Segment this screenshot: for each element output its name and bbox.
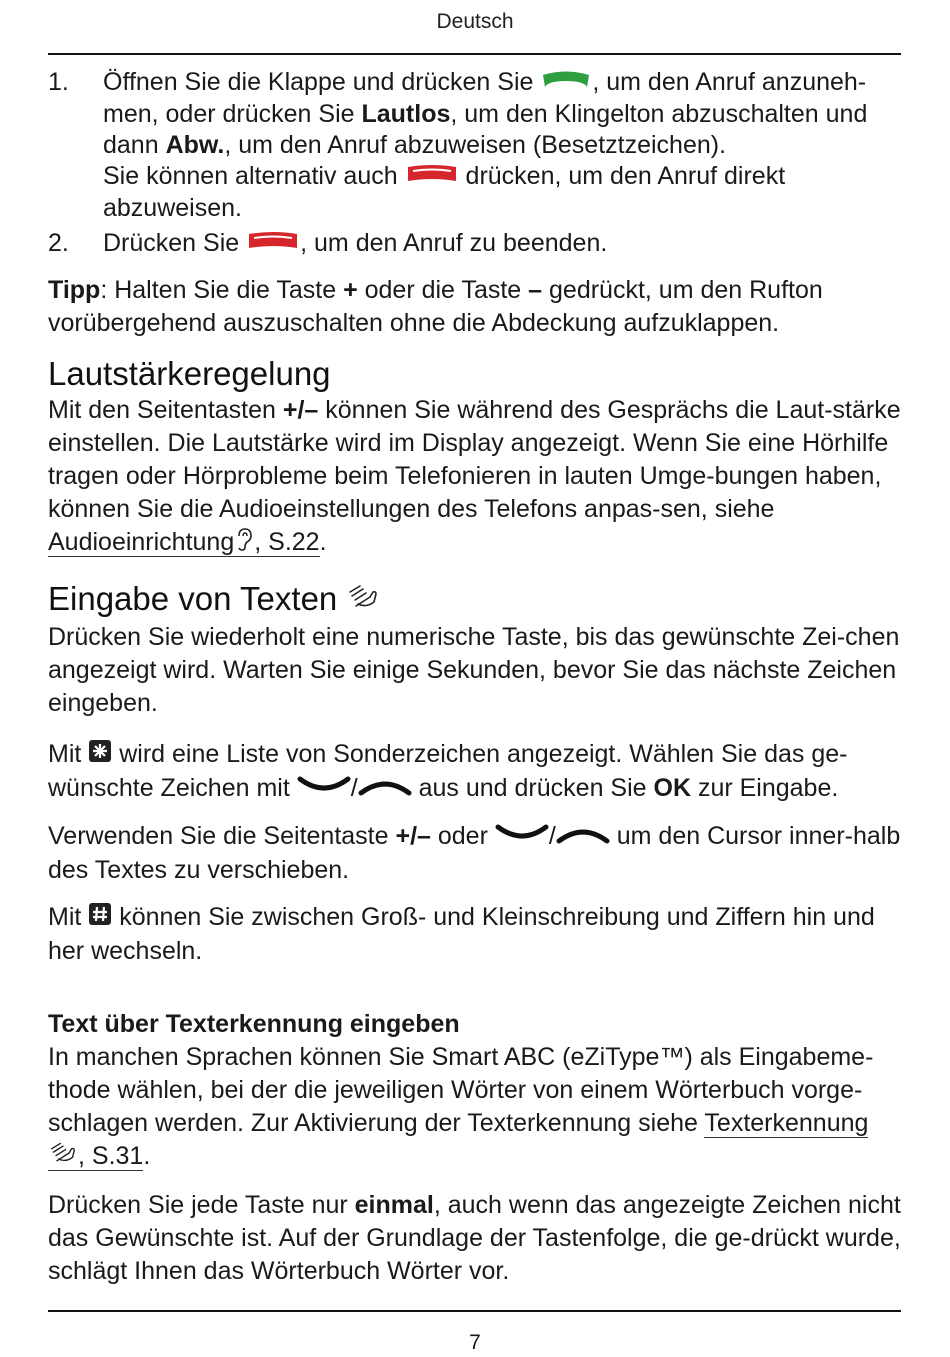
list-item: 2. Drücken Sie , um den Anruf zu beenden.: [48, 228, 904, 260]
header-divider: [48, 53, 901, 55]
text-entry-heading: Eingabe von Texten: [48, 579, 904, 621]
list-item: 1. Öffnen Sie die Klappe und drücken Sie , um den Anruf anzuneh-men, oder drücken Sie Lautlos, um den Klingelton abzuschalten und dann Abw., um den Anruf abzuweisen (Besetztzeichen). Sie können alternativ auch drücken, um den Anruf direkt abzuweisen.: [48, 68, 868, 222]
prediction-paragraph-2: Drücken Sie jede Taste nur einmal, auch wenn das angezeigte Zeichen nicht das Gewünschte ist. Auf der Grundlage der Tastenfolge, die ge-drückt wurde, schlägt Ihnen das Wörterbuch Wörter vor.: [48, 1190, 901, 1285]
text-prediction-link[interactable]: Texterkennung , S.31: [48, 1109, 868, 1171]
prediction-heading: Text über Texterkennung eingeben: [48, 1009, 460, 1038]
green-call-button-icon: [540, 68, 592, 99]
special-chars-paragraph: Mit wird eine Liste von Sonderzeichen angezeigt. Wählen Sie das ge-wünschte Zeichen mit / aus und drücken Sie OK zur Eingabe.: [48, 738, 904, 806]
audio-setup-link[interactable]: Audioeinrichtung , S.22: [48, 528, 320, 557]
page-header-language: Deutsch: [436, 10, 514, 33]
page-number: 7: [469, 1331, 481, 1354]
hash-key-icon: [88, 902, 112, 935]
cursor-paragraph: Verwenden Sie die Seitentaste +/– oder / um den Cursor inner-halb des Textes zu verschieben.: [48, 821, 901, 884]
step-number: 1.: [48, 68, 69, 96]
case-switch-paragraph: Mit können Sie zwischen Groß- und Kleinschreibung und Ziffern hin und her wechseln.: [48, 902, 875, 965]
text-entry-paragraph-1: Drücken Sie wiederholt eine numerische Taste, bis das gewünschte Zei-chen angezeigt wird. Warten Sie einige Sekunden, bevor Sie das nächste Zeichen eingeben.: [48, 622, 900, 717]
chevron-down-icon: [297, 773, 351, 806]
hand-writing-icon: [48, 1140, 78, 1175]
chevron-up-icon: [358, 773, 412, 806]
footer-divider: [48, 1310, 901, 1312]
step-number: 2.: [48, 228, 69, 257]
call-steps-list: [48, 67, 904, 260]
ear-icon: [234, 526, 254, 561]
volume-heading: Lautstärkeregelung: [48, 354, 331, 392]
red-end-call-button-icon: [405, 162, 459, 193]
red-end-call-button-icon: [246, 229, 300, 260]
tip-paragraph: Tipp: Halten Sie die Taste + oder die Taste – gedrückt, um den Rufton vorübergehend auszuschalten ohne die Abdeckung aufzuklappen.: [48, 275, 823, 337]
chevron-up-icon: [556, 821, 610, 854]
star-key-icon: [88, 739, 112, 772]
prediction-paragraph-1: In manchen Sprachen können Sie Smart ABC (eZiType™) als Eingabeme-thode wählen, bei der die jeweiligen Wörter von einem Wörterbuch vorge-schlagen werden. Zur Aktivierung der Texterkennung siehe Texterkennung , S.31.: [48, 1041, 904, 1175]
chevron-down-icon: [495, 821, 549, 854]
hand-writing-icon: [346, 581, 380, 621]
volume-paragraph: Mit den Seitentasten +/– können Sie während des Gesprächs die Laut-stärke einstellen. Die Lautstärke wird im Display angezeigt. Wenn Sie eine Hörhilfe tragen oder Hörprobleme beim Telefonieren in lauten Umge-bungen haben, können Sie die Audioeinstellungen des Telefons anpas-sen, siehe Audioeinrichtung , S.22.: [48, 394, 904, 561]
page-content: [48, 67, 904, 1302]
